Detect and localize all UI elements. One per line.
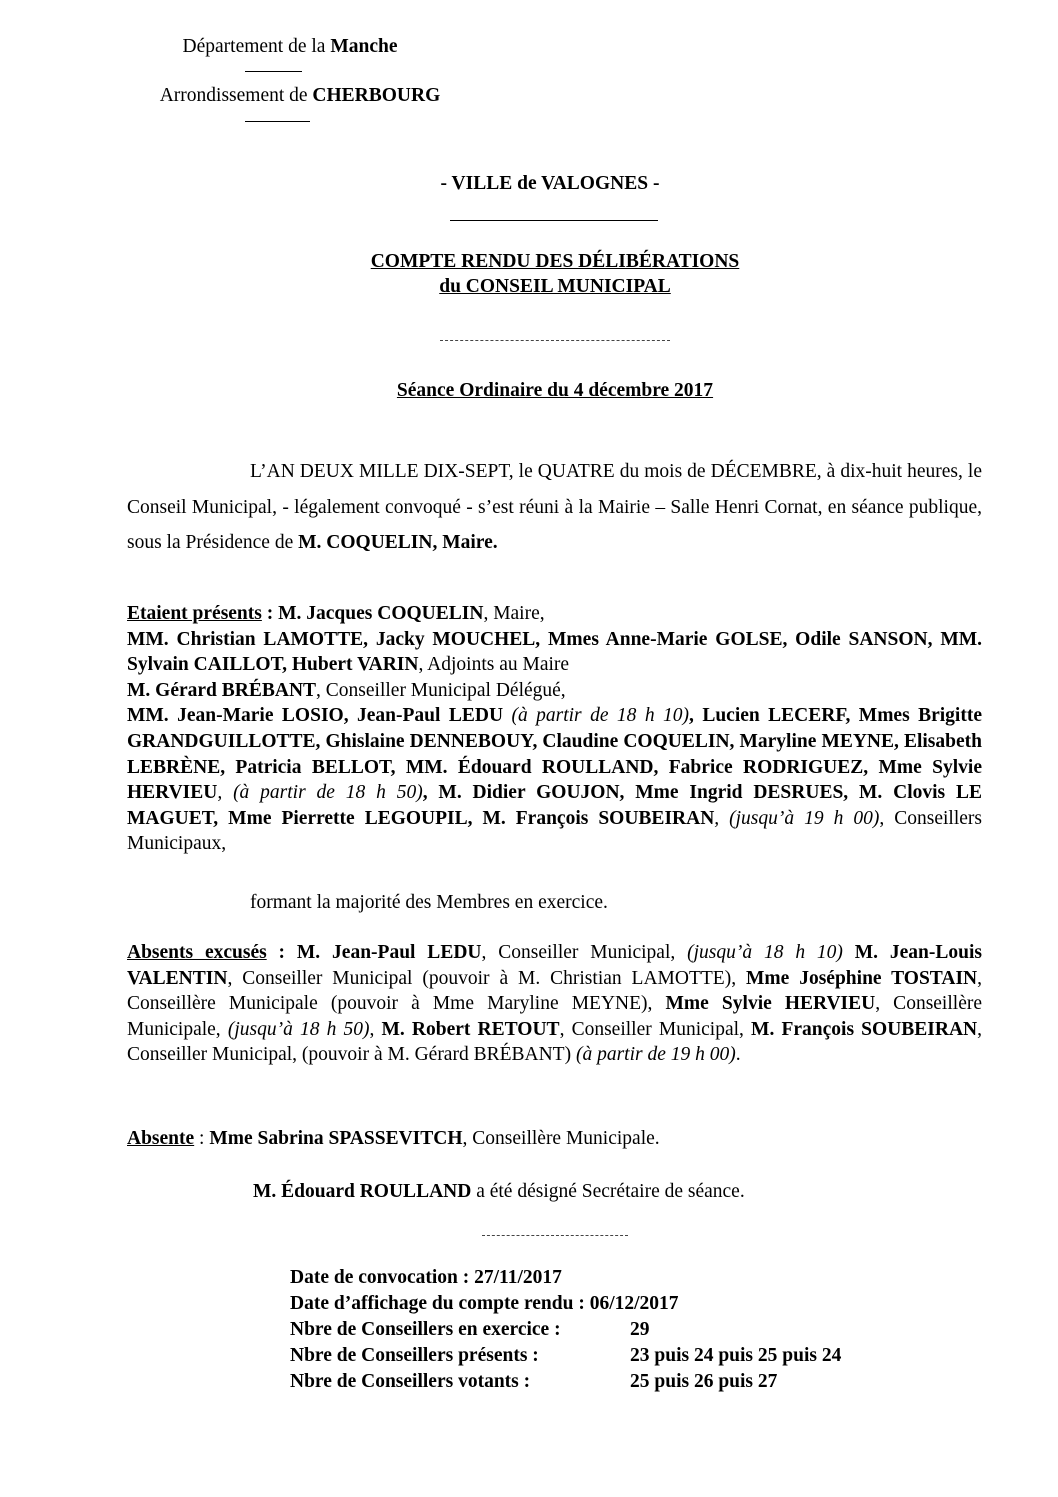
- header-rule-2: [245, 121, 310, 122]
- compte-rendu-title: COMPTE RENDU DES DÉLIBÉRATIONS: [370, 251, 740, 272]
- intro-paragraph: L’AN DEUX MILLE DIX-SEPT, le QUATRE du mois de DÉCEMBRE, à dix-huit heures, le Conseil Municipal, - légalement convoqué - s’est réuni à la Mairie – Salle Henri Cornat, en séance publique, sous la Présidence de M. COQUELIN, Maire.: [127, 461, 982, 553]
- absente-label: Absente: [127, 1128, 195, 1149]
- secretaire-separator: [482, 1235, 628, 1236]
- arrondissement-line: Arrondissement de CHERBOURG: [159, 85, 441, 106]
- stat-votants: Nbre de Conseillers votants : 25 puis 26 puis 27: [290, 1371, 778, 1392]
- stat-exercice: Nbre de Conseillers en exercice : 29: [290, 1319, 650, 1340]
- presents-paragraph: Etaient présents : M. Jacques COQUELIN, Maire, MM. Christian LAMOTTE, Jacky MOUCHEL, Mmes Anne-Marie GOLSE, Odile SANSON, MM. Sylvain CAILLOT, Hubert VARIN, Adjoints au Maire M. Gérard BRÉBANT, Conseiller Municipal Délégué, MM. Jean-Marie LOSIO, Jean-Paul LEDU (à partir de 18 h 10), Lucien LECERF, Mmes Brigitte GRANDGUILLOTTE, Ghislaine DENNEBOUY, Claudine COQUELIN, Maryline MEYNE, Elisabeth LEBRÈNE, Patricia BELLOT, MM. Édouard ROULLAND, Fabrice RODRIGUEZ, Mme Sylvie HERVIEU, (à partir de 18 h 50), M. Didier GOUJON, Mme Ingrid DESRUES, M. Clovis LE MAGUET, Mme Pierrette LEGOUPIL, M. François SOUBEIRAN, (jusqu’à 19 h 00), Conseillers Municipaux,: [127, 603, 983, 855]
- stat-convocation: Date de convocation : 27/11/2017: [290, 1267, 562, 1288]
- header-rule-1: [245, 71, 302, 72]
- title-rule: [450, 220, 658, 221]
- stat-affichage: Date d’affichage du compte rendu : 06/12/2017: [290, 1293, 679, 1314]
- majorite-line: formant la majorité des Membres en exercice.: [250, 892, 608, 913]
- secretaire-line: M. Édouard ROULLAND a été désigné Secrétaire de séance.: [253, 1181, 745, 1202]
- seance-title: Séance Ordinaire du 4 décembre 2017: [396, 380, 714, 401]
- stat-presents: Nbre de Conseillers présents : 23 puis 24 puis 25 puis 24: [290, 1345, 842, 1366]
- absents-label: Absents excusés: [127, 942, 267, 963]
- presents-label: Etaient présents: [127, 603, 262, 624]
- ville-title: - VILLE de VALOGNES -: [440, 173, 660, 194]
- conseil-title: du CONSEIL MUNICIPAL: [439, 276, 671, 297]
- title-separator: [440, 340, 670, 341]
- absente-line: Absente : Mme Sabrina SPASSEVITCH, Conseillère Municipale.: [127, 1128, 660, 1149]
- departement-line: Département de la Manche: [182, 36, 398, 57]
- absents-paragraph: Absents excusés : M. Jean-Paul LEDU, Conseiller Municipal, (jusqu’à 18 h 10) M. Jean-Louis VALENTIN, Conseiller Municipal (pouvoir à M. Christian LAMOTTE), Mme Joséphine TOSTAIN, Conseillère Municipale (pouvoir à Mme Maryline MEYNE), Mme Sylvie HERVIEU, Conseillère Municipale, (jusqu’à 18 h 50), M. Robert RETOUT, Conseiller Municipal, M. François SOUBEIRAN, Conseiller Municipal, (pouvoir à M. Gérard BRÉBANT) (à partir de 19 h 00).: [127, 942, 983, 1066]
